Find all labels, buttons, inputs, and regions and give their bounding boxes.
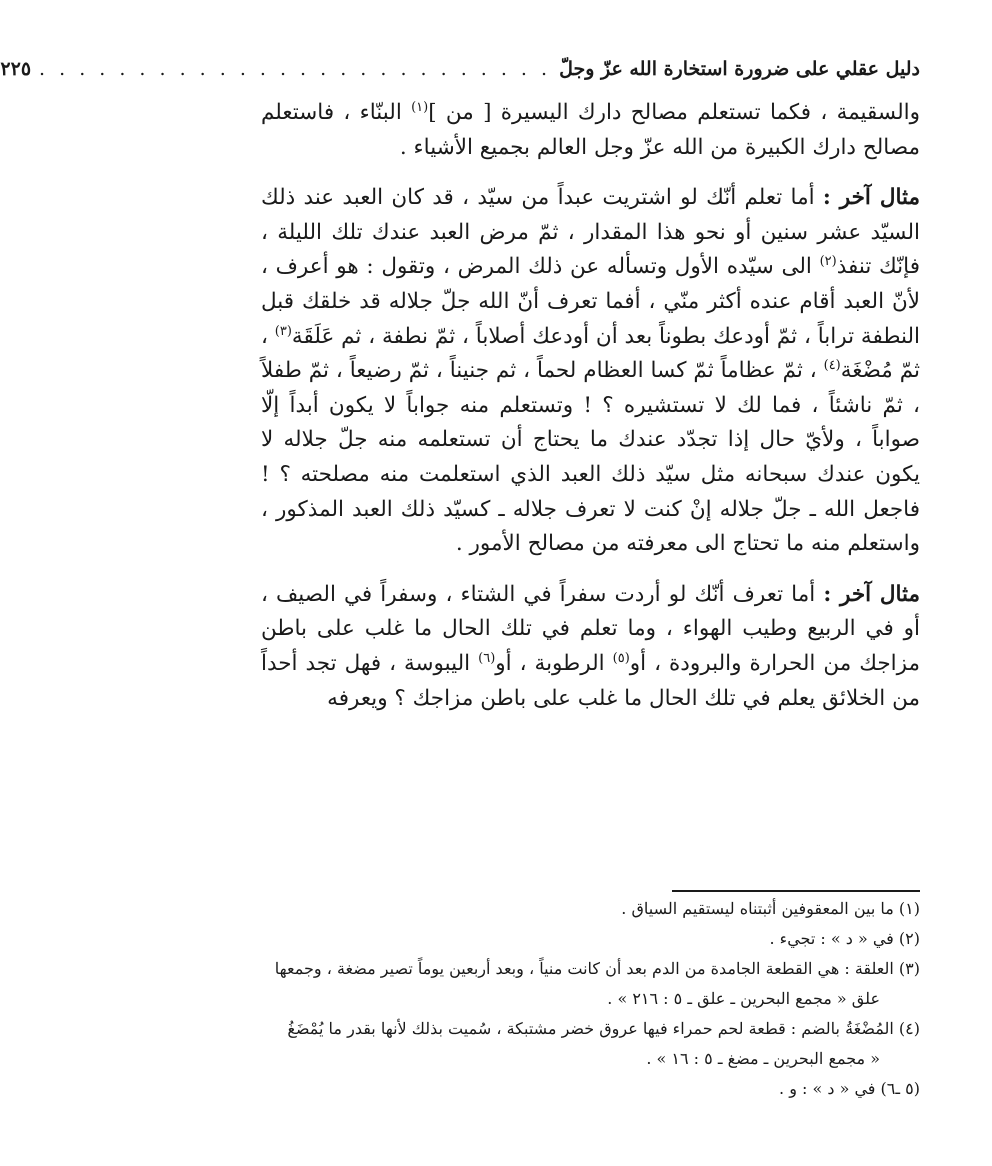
footnote-ref[interactable]: (٦) <box>478 650 496 666</box>
example-label: مثال آخر : <box>823 581 921 607</box>
paragraph-text: اليبوسة ، فهل تجد أحداً من الخلائق يعلم في تلك الحال ما غلب على باطن مزاجك ؟ ويعرفه <box>261 650 920 711</box>
book-page <box>0 52 921 1126</box>
header-leader-dots: . . . . . . . . . . . . . . . . . . . . . . . . . . <box>39 58 552 80</box>
footnote-text: (٥ ـ٦) في « د » : و . <box>779 1079 920 1098</box>
header-title: دليل عقلي على ضرورة استخارة الله عزّ وجلّ <box>559 58 920 80</box>
footnote-ref[interactable]: (٣) <box>274 323 292 339</box>
paragraph-1 <box>261 96 920 165</box>
paragraph-text: والسقيمة ، فكما تستعلم مصالح دارك اليسيرة [ من ] <box>428 100 920 125</box>
body-text <box>261 96 920 716</box>
paragraph-text: البنّاء ، فاستعلم مصالح دارك الكبيرة من الله عزّ وجل العالم بجميع الأشياء . <box>261 100 920 160</box>
paragraph-text: الى سيّده الأول وتسأله عن ذلك المرض ، وتقول : هو أعرف ، لأنّ العبد أقام عنده أكثر منّي ، أفما تعرف أنّ الله جلّ جلاله قد خلقك قبل النطفة تراباً ، ثمّ أودعك بطوناً بعد أن أودعك أصلاباً ، ثمّ نطفة ، ثم عَلَقَة <box>261 254 920 349</box>
footnote-4 <box>261 1014 920 1074</box>
footnote-ref[interactable]: (٥) <box>612 650 630 666</box>
footnote-continuation: « مجمع البحرين ـ مضغ ـ ٥ : ١٦ » . <box>646 1049 880 1068</box>
footnote-continuation: علق « مجمع البحرين ـ علق ـ ٥ : ٢١٦ » . <box>607 989 880 1008</box>
footnote-text: (٤) المُضْغَةُ بالضم : قطعة لحم حمراء فيها عروق خضر مشتبكة ، سُميت بذلك لأنها بقدر ما يُمْضَغُ <box>287 1019 920 1038</box>
footnote-ref[interactable]: (٤) <box>823 358 841 373</box>
footnote-ref[interactable]: (٢) <box>819 254 837 270</box>
paragraph-text: الرطوبة ، أو <box>495 650 613 676</box>
paragraph-text: ، ثمّ مُضْغَة <box>261 323 921 384</box>
paragraph-text: ، ثمّ عظاماً ثمّ كسا العظام لحماً ، ثم جنيناً ، ثمّ رضيعاً ، ثمّ طفلاً ، ثمّ ناشئاً ، فما لك لا تستشيره ؟ ! وتستعلم منه جواباً لا يكون أبداً إلّا صواباً ، ولأيّ حال إذا تجدّد عندك ما يحتاج أن تستعلمه منه جلّ جلاله لا يكون عندك سبحانه مثل سيّد ذلك العبد الذي استعلمت منه مصلحته ؟ ! فاجعل الله ـ جلّ جلاله إنْ كنت لا تعرف جلاله ـ كسيّد ذلك العبد المذكور ، واستعلم منه ما تحتاج الى معرفته من مصالح الأمور . <box>261 358 920 557</box>
paragraph-3 <box>261 578 920 716</box>
footnote-separator <box>672 890 920 892</box>
paragraph-2 <box>261 181 920 562</box>
footnote-3 <box>261 954 920 1014</box>
footnote-1 <box>261 894 920 924</box>
footnote-5 <box>261 1074 920 1104</box>
paragraph-text: أما تعلم أنّك لو اشتريت عبداً من سيّد ، قد كان العبد عند ذلك السيّد عشر سنين أو نحو هذا المقدار ، ثمّ مرض العبد عندك تلك الليلة ، فإنّك تنفذ <box>261 185 920 280</box>
running-header <box>0 52 920 86</box>
page-number: ٢٢٥ <box>0 58 32 80</box>
footnote-2 <box>261 924 920 954</box>
footnotes <box>261 894 920 1104</box>
footnote-text: (٣) العلقة : هي القطعة الجامدة من الدم بعد أن كانت منياً ، وبعد أربعين يوماً تصير مضغة ، وجمعها <box>274 959 920 978</box>
footnote-ref[interactable]: (١) <box>411 99 429 115</box>
paragraph-text: أما تعرف أنّك لو أردت سفراً في الشتاء ، وسفراً في الصيف ، أو في الربيع وطيب الهواء ، وما تعلم في تلك الحال ما غلب على باطن مزاجك من الحرارة والبرودة ، أو <box>261 581 920 676</box>
footnote-text: (١) ما بين المعقوفين أثبتناه ليستقيم السياق . <box>621 899 920 918</box>
example-label: مثال آخر : <box>822 185 920 211</box>
footnote-text: (٢) في « د » : تجيء . <box>769 929 920 948</box>
